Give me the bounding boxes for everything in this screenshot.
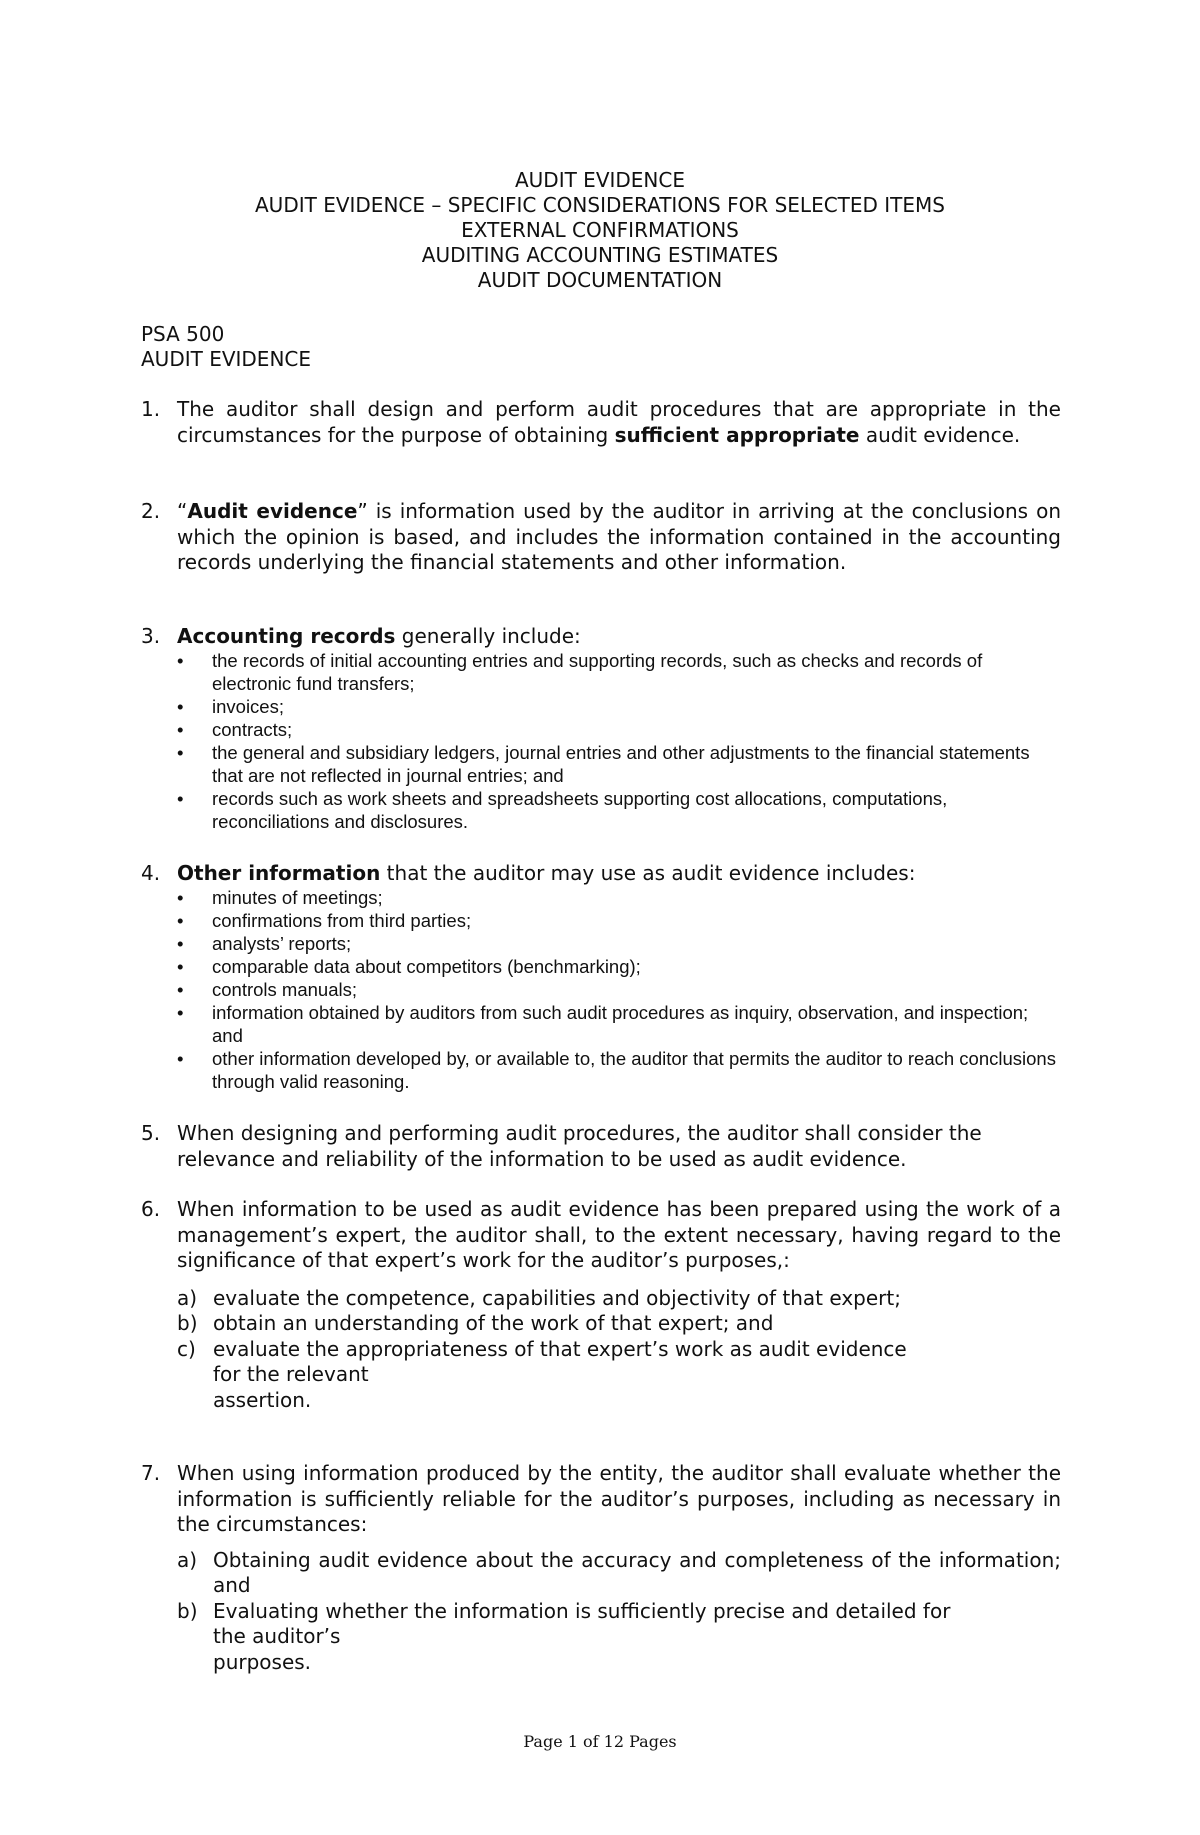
- list-item-text: records such as work sheets and spreadsheets supporting cost allocations, computations, reconciliations and disclosures.: [212, 788, 948, 832]
- item-1: [141, 397, 1061, 448]
- item-number: 1.: [141, 397, 161, 421]
- item-number: 6.: [141, 1197, 161, 1221]
- title-line-2: AUDIT EVIDENCE – SPECIFIC CONSIDERATIONS FOR SELECTED ITEMS: [255, 193, 945, 217]
- page-footer: Page 1 of 12 Pages: [523, 1732, 677, 1751]
- text-run: that the auditor may use as audit evidence includes:: [380, 861, 916, 885]
- item-text: When designing and performing audit procedures, the auditor shall consider the relevance and reliability of the information to be used as audit evidence.: [177, 1121, 982, 1171]
- sub-item-text: evaluate the appropriateness of that expert’s work as audit evidence for the relevant: [213, 1336, 907, 1386]
- list-item-text: the general and subsidiary ledgers, journal entries and other adjustments to the financial statements that are not reflected in journal entries; and: [212, 742, 1030, 786]
- list-item: [177, 649, 1061, 695]
- list-item-text: confirmations from third parties;: [212, 910, 472, 931]
- sub-item-marker: b): [177, 1311, 198, 1335]
- item-number: 5.: [141, 1121, 161, 1145]
- sub-item-text: obtain an understanding of the work of that expert; and: [213, 1311, 774, 1335]
- sub-item-marker: c): [177, 1336, 196, 1361]
- text-run: The auditor shall design and perform audit procedures that are appropriate in the circumstances for the purpose of obtaining: [177, 397, 1061, 447]
- bullet-icon: •: [177, 650, 184, 671]
- item-5: [141, 1121, 1061, 1172]
- bold-term: Other information: [177, 861, 381, 885]
- bullet-icon: •: [177, 1002, 184, 1023]
- list-item: [177, 978, 1061, 1001]
- item-6: [141, 1197, 1061, 1413]
- sub-list-item: [177, 1337, 1061, 1414]
- bullet-icon: •: [177, 719, 184, 740]
- item-2: [141, 499, 1061, 576]
- item-4: [141, 861, 1061, 1093]
- sub-list-item: [177, 1599, 1061, 1676]
- item-7: [141, 1461, 1061, 1675]
- item-text: When information to be used as audit evidence has been prepared using the work of a management’s expert, the auditor shall, to the extent necessary, having regard to the significance of that expert’s work for the auditor’s purposes,:: [177, 1197, 1061, 1272]
- title-line-1: AUDIT EVIDENCE: [514, 168, 685, 192]
- item-text: [177, 499, 1061, 576]
- sub-item-text: Evaluating whether the information is sufficiently precise and detailed for the auditor’s: [213, 1598, 951, 1648]
- sub-item-marker: a): [177, 1285, 198, 1310]
- list-item: [177, 787, 1061, 833]
- list-item-text: the records of initial accounting entries and supporting records, such as checks and records of electronic fund transfers;: [212, 650, 983, 694]
- sub-list-item: [177, 1286, 1061, 1312]
- bullet-icon: •: [177, 956, 184, 977]
- list-item: [177, 955, 1061, 978]
- bullet-icon: •: [177, 933, 184, 954]
- text-run: generally include:: [395, 624, 581, 648]
- text-run: “: [177, 499, 188, 523]
- list-item-text: invoices;: [212, 696, 284, 717]
- bullet-list: [177, 886, 1061, 1093]
- section-code: PSA 500: [141, 322, 225, 346]
- item-number: 3.: [141, 624, 161, 648]
- list-item: [177, 718, 1061, 741]
- item-text: [177, 397, 1061, 448]
- list-item: [177, 886, 1061, 909]
- item-lead: [177, 861, 1061, 886]
- list-item: [177, 695, 1061, 718]
- bullet-icon: •: [177, 742, 184, 763]
- list-item: [177, 741, 1061, 787]
- text-run: ” is information used by the auditor in arriving at the conclusions on which the opinion is based, and includes the information contained in the accounting records underlying the financial statements and other information.: [177, 499, 1061, 574]
- list-item: [177, 932, 1061, 955]
- sub-item-text: evaluate the competence, capabilities and objectivity of that expert;: [213, 1285, 901, 1310]
- sub-list-item: [177, 1548, 1061, 1599]
- document-titles: [0, 168, 1200, 293]
- list-item-text: analysts’ reports;: [212, 933, 352, 954]
- sub-item-text: Obtaining audit evidence about the accuracy and completeness of the information; and: [213, 1547, 1061, 1597]
- item-text: When using information produced by the entity, the auditor shall evaluate whether the information is sufficiently reliable for the auditor’s purposes, including as necessary in the circumstances:: [177, 1461, 1061, 1536]
- bullet-icon: •: [177, 979, 184, 1000]
- item-lead: [177, 624, 1061, 649]
- sub-list: [177, 1548, 1061, 1676]
- bullet-icon: •: [177, 696, 184, 717]
- bold-term: Audit evidence: [187, 499, 358, 523]
- title-line-3: EXTERNAL CONFIRMATIONS: [461, 218, 739, 242]
- list-item: [177, 909, 1061, 932]
- list-item-text: contracts;: [212, 719, 293, 740]
- bullet-icon: •: [177, 788, 184, 809]
- item-number: 4.: [141, 861, 161, 885]
- item-3: [141, 624, 1061, 833]
- bullet-icon: •: [177, 910, 184, 931]
- bold-term: Accounting records: [177, 624, 396, 648]
- bullet-icon: •: [177, 887, 184, 908]
- bold-term: sufficient appropriate: [614, 422, 860, 447]
- title-line-4: AUDITING ACCOUNTING ESTIMATES: [421, 243, 779, 267]
- list-item-text: comparable data about competitors (benchmarking);: [212, 956, 641, 977]
- sub-list: [177, 1286, 1061, 1414]
- list-item: [177, 1047, 1061, 1093]
- sub-item-marker: a): [177, 1547, 198, 1572]
- list-item-text: other information developed by, or available to, the auditor that permits the auditor to reach conclusions through valid reasoning.: [212, 1048, 1056, 1092]
- section-title: AUDIT EVIDENCE: [141, 347, 312, 371]
- bullet-icon: •: [177, 1048, 184, 1069]
- item-number: 7.: [141, 1461, 161, 1485]
- bullet-list: [177, 649, 1061, 833]
- sub-item-continuation: assertion.: [213, 1387, 312, 1412]
- item-number: 2.: [141, 499, 161, 523]
- list-item-text: minutes of meetings;: [212, 887, 383, 908]
- list-item-text: information obtained by auditors from such audit procedures as inquiry, observation, and inspection; and: [212, 1002, 1029, 1046]
- list-item-text: controls manuals;: [212, 979, 357, 1000]
- list-item: [177, 1001, 1061, 1047]
- text-run: audit evidence.: [859, 422, 1021, 447]
- sub-list-item: [177, 1311, 1061, 1337]
- sub-item-continuation: purposes.: [213, 1649, 312, 1674]
- title-line-5: AUDIT DOCUMENTATION: [477, 268, 723, 292]
- sub-item-marker: b): [177, 1598, 198, 1623]
